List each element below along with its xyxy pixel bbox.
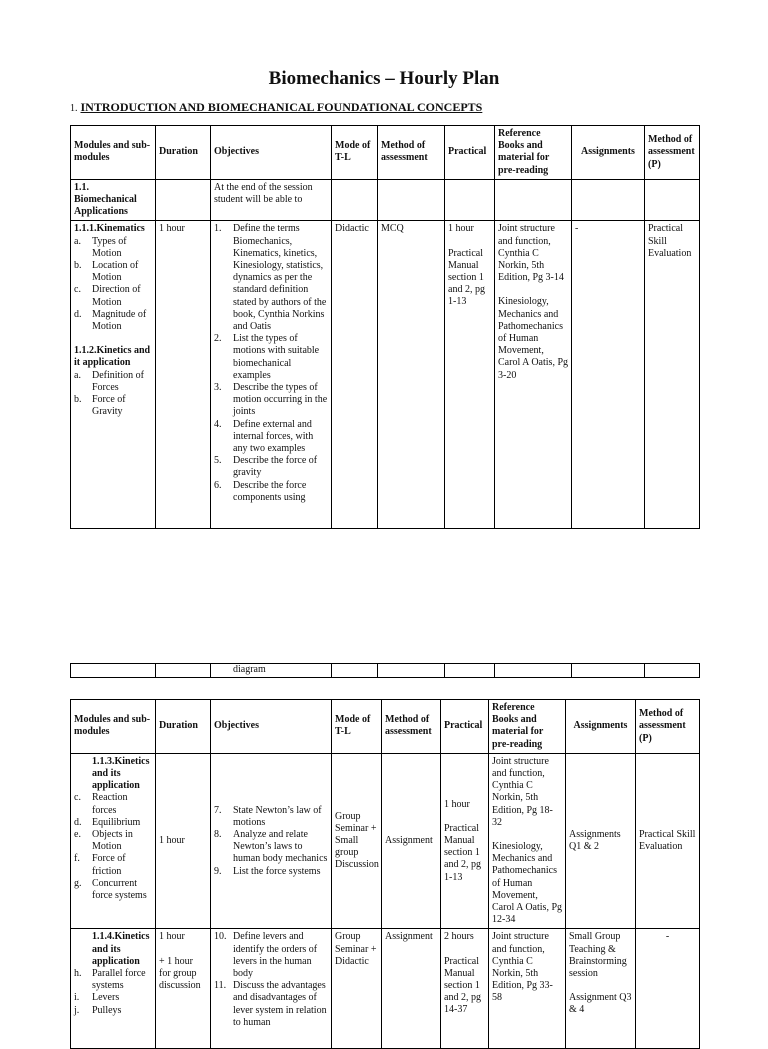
objective-item-text: Define the terms Biomechanics, Kinematics, kinetics, Kinesiology, statistics, dynamics as per the standard definition stated by authors of the book, Cynthia Norkins and Oatis bbox=[233, 223, 327, 333]
table-header-row bbox=[71, 126, 700, 180]
header-duration: Duration bbox=[156, 126, 211, 180]
table-row bbox=[71, 929, 700, 1049]
objective-item-text: Define external and internal forces, with any two examples bbox=[233, 418, 314, 455]
objective-item-text: Describe the force components using bbox=[233, 479, 307, 503]
header-method: Method of assessment bbox=[378, 126, 445, 180]
header-modules: Modules and sub-modules bbox=[71, 126, 156, 180]
header-modules: Modules and sub-modules bbox=[71, 700, 156, 754]
objective-item bbox=[214, 333, 328, 382]
header-method-p: Method of assessment (P) bbox=[636, 700, 700, 754]
sub-module-item-text: Equilibrium bbox=[92, 816, 141, 828]
sub-module-item-text: Location of Motion bbox=[92, 260, 139, 284]
objectives-cell: diagram bbox=[211, 664, 332, 678]
objective-item bbox=[214, 980, 328, 1029]
practical-cell bbox=[441, 929, 489, 1049]
header-mode: Mode of T-L bbox=[332, 126, 378, 180]
sub-module-item-marker: d. bbox=[74, 816, 82, 828]
sub-module-item-marker: c. bbox=[74, 284, 81, 296]
sub-module-item-marker: b. bbox=[74, 394, 82, 406]
sub-module-item-marker: i. bbox=[74, 992, 80, 1004]
header-assignments: Assignments bbox=[566, 700, 636, 754]
duration-extra: + 1 hour for group discussion bbox=[159, 955, 201, 992]
method-cell: Assignment bbox=[382, 929, 441, 1049]
reference-1: Joint structure and function, Cynthia C Norkin, 5th Edition, Pg 18-32 bbox=[492, 755, 553, 828]
objective-item-text: List the force systems bbox=[233, 865, 321, 877]
header-duration: Duration bbox=[156, 700, 211, 754]
sub-module-item-text: Force of Gravity bbox=[92, 394, 126, 418]
header-objectives: Objectives bbox=[211, 126, 332, 180]
header-objectives: Objectives bbox=[211, 700, 332, 754]
sub-module-item bbox=[74, 394, 152, 418]
module-cell bbox=[71, 221, 156, 529]
method-p-cell: - bbox=[636, 929, 700, 1049]
objective-item bbox=[214, 455, 328, 479]
section-number: 1. bbox=[70, 103, 78, 114]
method-p-cell: Practical Skill Evaluation bbox=[645, 221, 700, 529]
sub-module-item-marker: f. bbox=[74, 853, 80, 865]
header-assignments: Assignments bbox=[572, 126, 645, 180]
header-reference: Reference Books and material for pre-reading bbox=[495, 126, 572, 180]
continuation-table bbox=[70, 663, 700, 678]
module-cell: 1.1. Biomechanical Applications bbox=[71, 179, 156, 221]
module-cell bbox=[71, 753, 156, 929]
objective-item bbox=[214, 931, 328, 980]
objective-item-text: State Newton’s law of motions bbox=[233, 804, 322, 828]
sub-module-item-marker: d. bbox=[74, 308, 82, 320]
practical-manual: Practical Manual section 1 and 2, pg 1-13 bbox=[448, 247, 485, 308]
header-reference: Reference Books and material for pre-reading bbox=[489, 700, 566, 754]
objective-item bbox=[214, 829, 328, 866]
assignments-cell: - bbox=[572, 221, 645, 529]
assignments-cell bbox=[566, 929, 636, 1049]
reference-cell bbox=[489, 753, 566, 929]
sub-module-item bbox=[74, 817, 152, 829]
sub-module-list bbox=[74, 792, 152, 902]
sub-module-item-text: Definition of Forces bbox=[92, 369, 144, 393]
table-row bbox=[71, 221, 700, 529]
objective-item-marker: 8. bbox=[214, 828, 222, 840]
practical-cell bbox=[445, 221, 495, 529]
sub-module-item-text: Levers bbox=[92, 992, 120, 1004]
header-method: Method of assessment bbox=[382, 700, 441, 754]
sub-module-item-text: Objects in Motion bbox=[92, 829, 133, 853]
sub-module-item bbox=[74, 992, 152, 1004]
practical-manual: Practical Manual section 1 and 2, pg 1-13 bbox=[444, 822, 481, 883]
objective-item bbox=[214, 419, 328, 456]
sub-module-item-marker: h. bbox=[74, 968, 82, 980]
sub-module-item bbox=[74, 1005, 152, 1017]
objective-item-text: Define levers and identify the orders of levers in the human body bbox=[233, 931, 318, 980]
sub-module-item-text: Concurrent force systems bbox=[92, 877, 147, 902]
objective-item-marker: 9. bbox=[214, 865, 222, 877]
objective-item-marker: 4. bbox=[214, 418, 222, 430]
duration-hours: 1 hour bbox=[159, 931, 185, 943]
method-cell: Assignment bbox=[382, 753, 441, 929]
duration-cell: 1 hour bbox=[156, 221, 211, 529]
sub-module-item-text: Types of Motion bbox=[92, 235, 127, 259]
header-mode: Mode of T-L bbox=[332, 700, 382, 754]
mode-cell: Didactic bbox=[332, 221, 378, 529]
objectives-cell bbox=[211, 221, 332, 529]
objective-list bbox=[214, 223, 328, 504]
sub-module-item-marker: a. bbox=[74, 235, 81, 247]
sub-module-item bbox=[74, 284, 152, 308]
sub-module-item-text: Parallel force systems bbox=[92, 968, 146, 992]
sub-module-list bbox=[74, 236, 152, 334]
sub-module-item-marker: j. bbox=[74, 1004, 80, 1016]
objective-item-marker: 11. bbox=[214, 980, 227, 992]
practical-hours: 2 hours bbox=[444, 931, 474, 943]
header-practical: Practical bbox=[441, 700, 489, 754]
objective-item bbox=[214, 805, 328, 829]
page-title: Biomechanics – Hourly Plan bbox=[268, 68, 500, 89]
objective-item-text: List the types of motions with suitable biomechanical examples bbox=[233, 333, 320, 381]
table-row bbox=[71, 664, 700, 678]
sub-module-item-text: Pulleys bbox=[92, 1004, 122, 1016]
sub-module-list bbox=[74, 370, 152, 419]
hourly-plan-table-1 bbox=[70, 125, 700, 529]
assignments-1: Small Group Teaching & Brainstorming session bbox=[569, 931, 627, 980]
assignments-2: Assignment Q3 & 4 bbox=[569, 992, 632, 1016]
section-title: INTRODUCTION AND BIOMECHANICAL FOUNDATIONAL CONCEPTS bbox=[80, 100, 483, 114]
table-row bbox=[71, 753, 700, 929]
assignments-cell: Assignments Q1 & 2 bbox=[566, 753, 636, 929]
sub-module-item bbox=[74, 309, 152, 333]
sub-module-item bbox=[74, 792, 152, 816]
objective-list bbox=[214, 931, 328, 1029]
sub-module-item-marker: e. bbox=[74, 829, 81, 841]
header-method-p: Method of assessment (P) bbox=[645, 126, 700, 180]
objective-item-marker: 10. bbox=[214, 931, 227, 943]
header-practical: Practical bbox=[445, 126, 495, 180]
mode-cell: Group Seminar + Small group Discussion bbox=[332, 753, 382, 929]
objective-item-text: Describe the force of gravity bbox=[233, 455, 318, 479]
reference-1: Joint structure and function, Cynthia C Norkin, 5th Edition, Pg 3-14 bbox=[498, 223, 564, 284]
hourly-plan-table-2 bbox=[70, 699, 700, 1049]
objective-item-marker: 1. bbox=[214, 223, 222, 235]
module-title: 1.1.1.Kinematics bbox=[74, 223, 145, 235]
sub-module-item-text: Force of friction bbox=[92, 853, 126, 877]
objective-intro: At the end of the session student will be able to bbox=[211, 179, 332, 221]
sub-module-item-marker: b. bbox=[74, 260, 82, 272]
objective-item bbox=[214, 866, 328, 878]
duration-cell: 1 hour bbox=[156, 753, 211, 929]
objective-item-marker: 6. bbox=[214, 479, 222, 491]
method-p-cell: Practical Skill Evaluation bbox=[636, 753, 700, 929]
sub-module-item-marker: g. bbox=[74, 877, 82, 889]
module-title: 1.1.3.Kinetics and its application bbox=[92, 755, 150, 792]
section-heading bbox=[70, 100, 482, 115]
sub-module-item bbox=[74, 260, 152, 284]
sub-module-item bbox=[74, 853, 152, 877]
sub-module-item-text: Reaction forces bbox=[92, 792, 128, 816]
sub-module-item bbox=[74, 236, 152, 260]
method-cell: MCQ bbox=[378, 221, 445, 529]
practical-manual: Practical Manual section 1 and 2, pg 14-37 bbox=[444, 955, 481, 1016]
objective-item-marker: 3. bbox=[214, 382, 222, 394]
objective-item-text: Analyze and relate Newton’s laws to human body mechanics bbox=[233, 828, 328, 865]
table-row bbox=[71, 179, 700, 221]
objective-item-text: Describe the types of motion occurring in the joints bbox=[233, 382, 328, 418]
objective-item-marker: 7. bbox=[214, 804, 222, 816]
practical-hours: 1 hour bbox=[444, 798, 470, 810]
practical-hours: 1 hour bbox=[448, 223, 474, 235]
sub-module-item-text: Direction of Motion bbox=[92, 284, 141, 308]
objective-item bbox=[214, 382, 328, 419]
practical-cell bbox=[441, 753, 489, 929]
objectives-cell bbox=[211, 753, 332, 929]
table-header-row bbox=[71, 700, 700, 754]
objective-item bbox=[214, 223, 328, 333]
sub-module-item bbox=[74, 968, 152, 992]
module-title: 1.1.2.Kinetics and it application bbox=[74, 345, 151, 369]
sub-module-item-marker: c. bbox=[74, 792, 81, 804]
objective-list bbox=[214, 805, 328, 878]
objective-item-marker: 2. bbox=[214, 333, 222, 345]
sub-module-list bbox=[74, 968, 152, 1017]
module-title: 1.1.4.Kinetics and its application bbox=[92, 931, 150, 967]
mode-cell: Group Seminar + Didactic bbox=[332, 929, 382, 1049]
reference-2: Kinesiology, Mechanics and Pathomechanics of Human Movement, Carol A Oatis, Pg 12-34 bbox=[492, 841, 563, 926]
objective-item-marker: 5. bbox=[214, 455, 222, 467]
reference-2: Kinesiology, Mechanics and Pathomechanics of Human Movement, Carol A Oatis, Pg 3-20 bbox=[498, 296, 569, 381]
sub-module-item-marker: a. bbox=[74, 369, 81, 381]
sub-module-item bbox=[74, 370, 152, 394]
sub-module-item bbox=[74, 829, 152, 853]
objectives-cell bbox=[211, 929, 332, 1049]
sub-module-item bbox=[74, 878, 152, 902]
module-cell bbox=[71, 929, 156, 1049]
duration-cell bbox=[156, 929, 211, 1049]
reference-cell bbox=[495, 221, 572, 529]
sub-module-item-text: Magnitude of Motion bbox=[92, 308, 147, 333]
reference-cell: Joint structure and function, Cynthia C Norkin, 5th Edition, Pg 33-58 bbox=[489, 929, 566, 1049]
objective-item bbox=[214, 480, 328, 504]
objective-item-text: Discuss the advantages and disadvantages of lever system in relation to human bbox=[233, 980, 327, 1028]
